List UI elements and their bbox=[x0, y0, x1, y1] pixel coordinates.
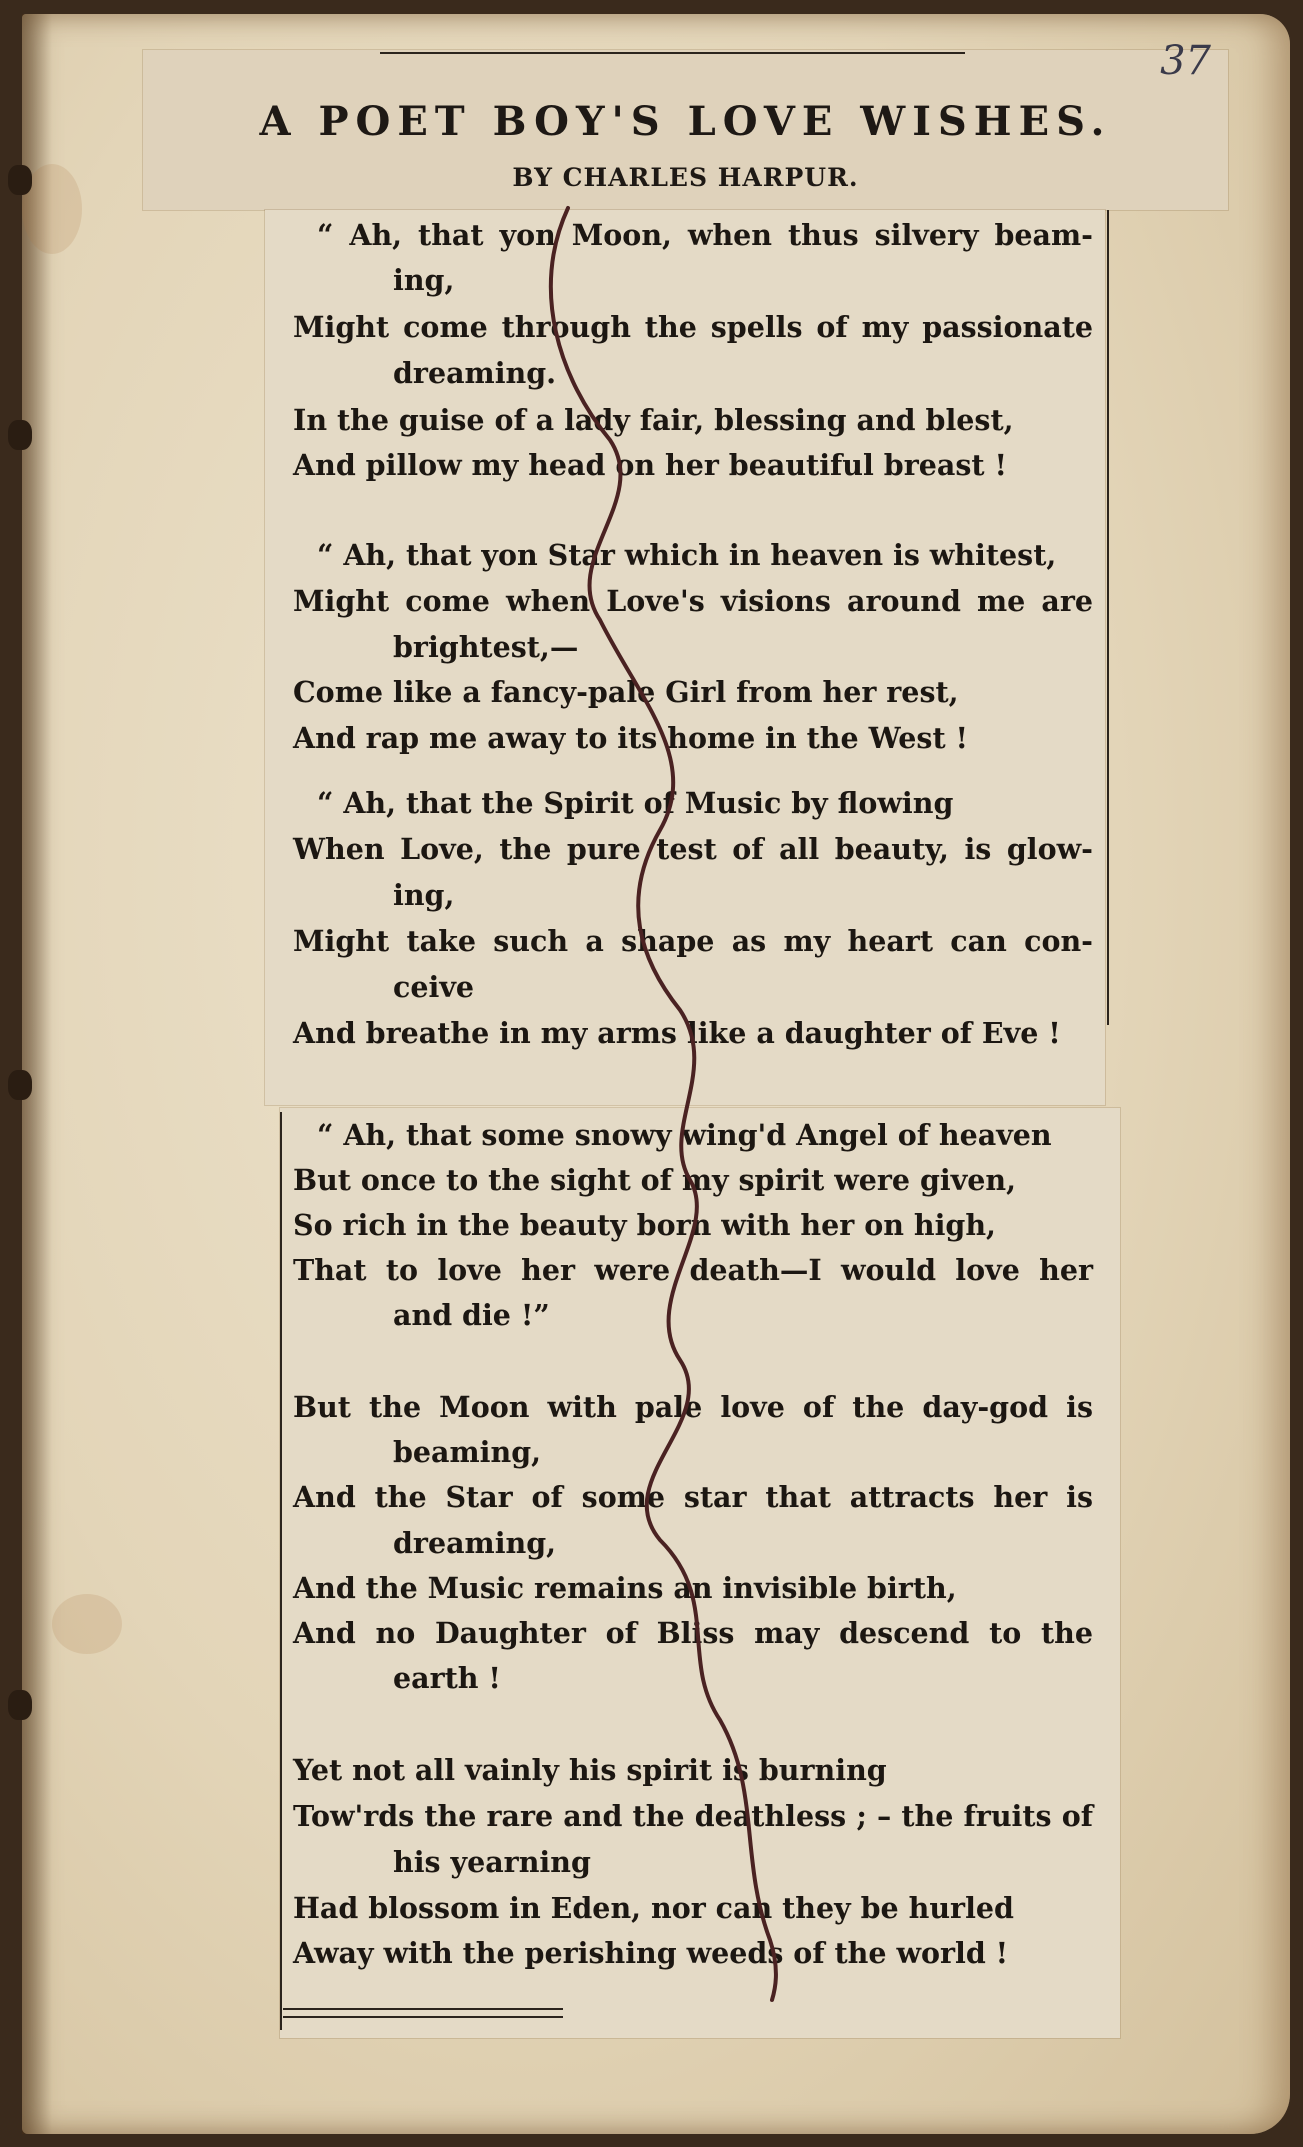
poem-line: earth ! bbox=[393, 1661, 501, 1695]
poem-line: ing, bbox=[393, 878, 455, 912]
poem-line: Away with the perishing weeds of the world ! bbox=[293, 1936, 1009, 1970]
poem-line: and die !” bbox=[393, 1298, 550, 1332]
poem-line: his yearning bbox=[393, 1845, 591, 1879]
poem-line: ing, bbox=[393, 263, 455, 297]
poem-line: Might take such a shape as my heart can con- bbox=[293, 924, 1093, 958]
poem-line: And breathe in my arms like a daughter of Eve ! bbox=[293, 1016, 1061, 1050]
poem-line: Might come through the spells of my passionate bbox=[293, 310, 1093, 344]
poem-line: “ Ah, that yon Star which in heaven is whitest, bbox=[317, 538, 1057, 572]
poem-line: In the guise of a lady fair, blessing and blest, bbox=[293, 403, 1014, 437]
poem-line: Had blossom in Eden, nor can they be hurled bbox=[293, 1891, 1014, 1925]
poem-line: And rap me away to its home in the West ! bbox=[293, 721, 969, 755]
poem-line: When Love, the pure test of all beauty, is glow- bbox=[293, 832, 1093, 866]
poem-line: beaming, bbox=[393, 1435, 542, 1469]
poem-line: Might come when Love's visions around me are bbox=[293, 584, 1093, 618]
poem-line: And pillow my head on her beautiful breast ! bbox=[293, 448, 1007, 482]
poem-line: Yet not all vainly his spirit is burning bbox=[293, 1753, 887, 1787]
poem-line: “ Ah, that some snowy wing'd Angel of heaven bbox=[317, 1118, 1052, 1152]
poem-line: And the Music remains an invisible birth, bbox=[293, 1571, 957, 1605]
poem-line: And the Star of some star that attracts her is bbox=[293, 1480, 1093, 1514]
poem-line: “ Ah, that the Spirit of Music by flowing bbox=[317, 786, 954, 820]
poem-line: dreaming. bbox=[393, 356, 557, 390]
poem-line: That to love her were death—I would love her bbox=[293, 1253, 1093, 1287]
poem-title: A POET BOY'S LOVE WISHES. bbox=[259, 98, 1112, 145]
poem-line: But once to the sight of my spirit were given, bbox=[293, 1163, 1017, 1197]
poem-line: And no Daughter of Bliss may descend to the bbox=[293, 1616, 1093, 1650]
poem-line: dreaming, bbox=[393, 1526, 557, 1560]
poem-line: But the Moon with pale love of the day-god is bbox=[293, 1390, 1093, 1424]
poem-line: brightest,— bbox=[393, 630, 579, 664]
poem-line: So rich in the beauty born with her on high, bbox=[293, 1208, 996, 1242]
poem-line: “ Ah, that yon Moon, when thus silvery beam- bbox=[317, 218, 1093, 252]
poem-line: Tow'rds the rare and the deathless ; – the fruits of bbox=[293, 1799, 1093, 1833]
page-number: 37 bbox=[1160, 38, 1211, 84]
poem-byline: BY CHARLES HARPUR. bbox=[512, 163, 859, 192]
poem-line: Come like a fancy-pale Girl from her rest, bbox=[293, 675, 959, 709]
poem-line: ceive bbox=[393, 970, 475, 1004]
